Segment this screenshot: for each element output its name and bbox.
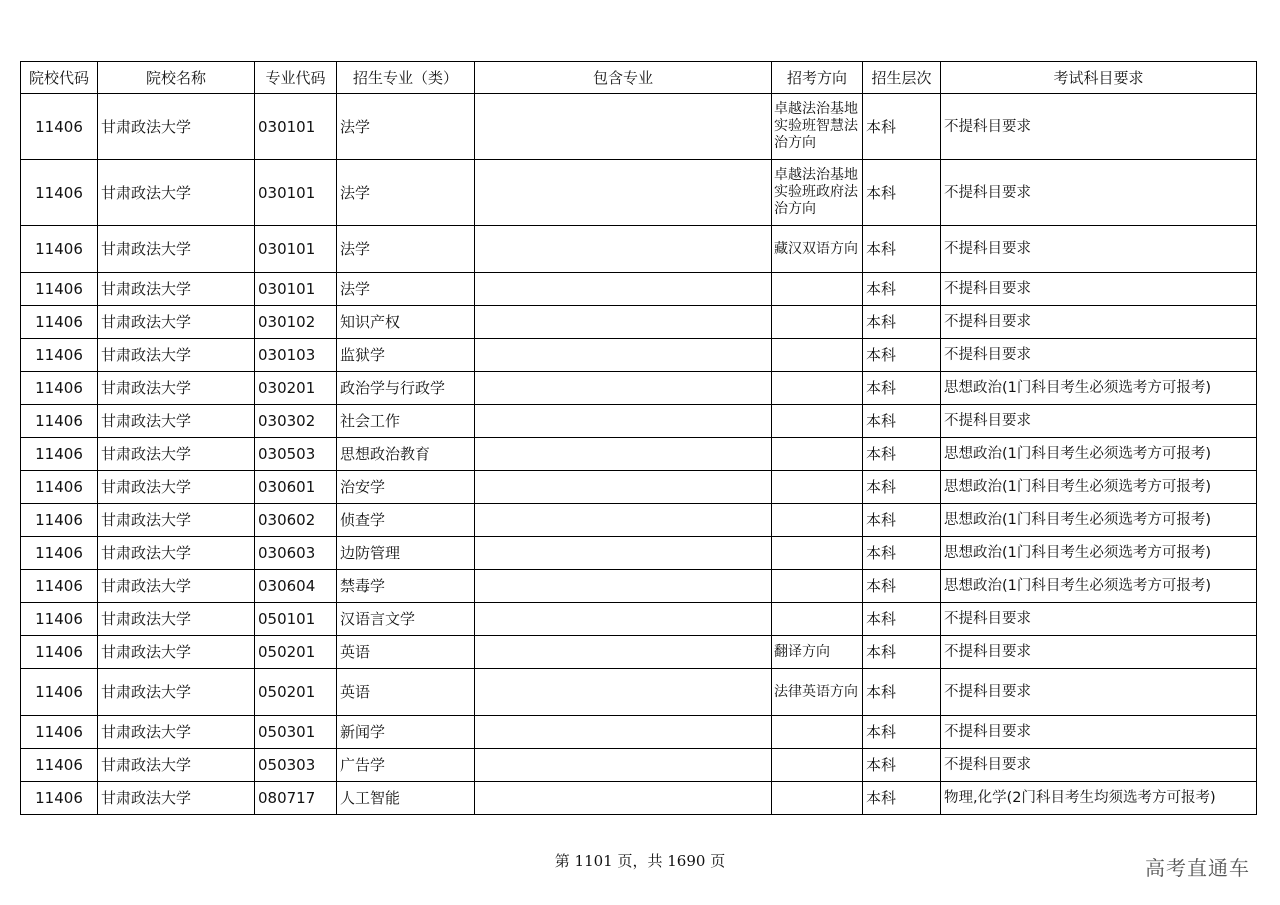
- cell-school-name: 甘肃政法大学: [98, 226, 255, 273]
- table-row: [21, 372, 1257, 405]
- cell-includes: [475, 372, 772, 405]
- table-row: [21, 306, 1257, 339]
- cell-major-code: 030101: [255, 226, 337, 273]
- cell-direction: [772, 306, 863, 339]
- cell-school-code: 11406: [21, 405, 98, 438]
- cell-major: 边防管理: [337, 537, 475, 570]
- cell-includes: [475, 273, 772, 306]
- cell-school-code: 11406: [21, 504, 98, 537]
- cell-major: 法学: [337, 273, 475, 306]
- table-row: [21, 226, 1257, 273]
- cell-includes: [475, 570, 772, 603]
- cell-major: 知识产权: [337, 306, 475, 339]
- table-row: [21, 749, 1257, 782]
- cell-includes: [475, 669, 772, 716]
- cell-school-name: 甘肃政法大学: [98, 669, 255, 716]
- header-major-code: 专业代码: [255, 62, 337, 94]
- cell-major-code: 030103: [255, 339, 337, 372]
- cell-subjects: 不提科目要求: [941, 226, 1257, 273]
- cell-school-name: 甘肃政法大学: [98, 782, 255, 815]
- cell-direction: [772, 537, 863, 570]
- admissions-table: [20, 61, 1257, 815]
- cell-major: 新闻学: [337, 716, 475, 749]
- cell-major-code: 030101: [255, 94, 337, 160]
- cell-school-code: 11406: [21, 273, 98, 306]
- cell-level: 本科: [863, 603, 941, 636]
- cell-major: 人工智能: [337, 782, 475, 815]
- cell-includes: [475, 471, 772, 504]
- cell-level: 本科: [863, 94, 941, 160]
- cell-subjects: 思想政治(1门科目考生必须选考方可报考): [941, 537, 1257, 570]
- cell-level: 本科: [863, 471, 941, 504]
- cell-subjects: 思想政治(1门科目考生必须选考方可报考): [941, 438, 1257, 471]
- cell-major-code: 050301: [255, 716, 337, 749]
- table-row: [21, 636, 1257, 669]
- cell-subjects: 不提科目要求: [941, 306, 1257, 339]
- cell-direction: [772, 405, 863, 438]
- header-subjects: 考试科目要求: [941, 62, 1257, 94]
- cell-major-code: 080717: [255, 782, 337, 815]
- cell-subjects: 思想政治(1门科目考生必须选考方可报考): [941, 372, 1257, 405]
- cell-subjects: 不提科目要求: [941, 603, 1257, 636]
- cell-includes: [475, 749, 772, 782]
- cell-level: 本科: [863, 749, 941, 782]
- cell-includes: [475, 603, 772, 636]
- cell-major: 思想政治教育: [337, 438, 475, 471]
- header-level: 招生层次: [863, 62, 941, 94]
- cell-major-code: 050101: [255, 603, 337, 636]
- cell-direction: [772, 438, 863, 471]
- cell-school-code: 11406: [21, 438, 98, 471]
- cell-level: 本科: [863, 405, 941, 438]
- cell-school-name: 甘肃政法大学: [98, 405, 255, 438]
- cell-school-code: 11406: [21, 471, 98, 504]
- cell-major-code: 030201: [255, 372, 337, 405]
- cell-major: 法学: [337, 226, 475, 273]
- cell-subjects: 不提科目要求: [941, 94, 1257, 160]
- cell-school-name: 甘肃政法大学: [98, 471, 255, 504]
- cell-subjects: 不提科目要求: [941, 405, 1257, 438]
- cell-major-code: 030101: [255, 273, 337, 306]
- table-row: [21, 716, 1257, 749]
- cell-direction: 藏汉双语方向: [772, 226, 863, 273]
- header-includes: 包含专业: [475, 62, 772, 94]
- header-major: 招生专业（类）: [337, 62, 475, 94]
- cell-major: 监狱学: [337, 339, 475, 372]
- cell-major-code: 030503: [255, 438, 337, 471]
- cell-direction: [772, 273, 863, 306]
- cell-school-code: 11406: [21, 306, 98, 339]
- cell-school-code: 11406: [21, 160, 98, 226]
- table-row: [21, 273, 1257, 306]
- cell-school-name: 甘肃政法大学: [98, 716, 255, 749]
- table-row: [21, 504, 1257, 537]
- cell-major: 治安学: [337, 471, 475, 504]
- cell-level: 本科: [863, 273, 941, 306]
- cell-level: 本科: [863, 537, 941, 570]
- cell-includes: [475, 339, 772, 372]
- cell-direction: [772, 603, 863, 636]
- cell-major: 政治学与行政学: [337, 372, 475, 405]
- table-row: [21, 339, 1257, 372]
- cell-includes: [475, 94, 772, 160]
- cell-school-name: 甘肃政法大学: [98, 636, 255, 669]
- cell-subjects: 不提科目要求: [941, 273, 1257, 306]
- cell-school-code: 11406: [21, 716, 98, 749]
- table-header-row: [21, 62, 1257, 94]
- cell-level: 本科: [863, 782, 941, 815]
- cell-direction: [772, 471, 863, 504]
- cell-school-code: 11406: [21, 226, 98, 273]
- cell-major-code: 030602: [255, 504, 337, 537]
- cell-major: 禁毒学: [337, 570, 475, 603]
- cell-major-code: 050201: [255, 669, 337, 716]
- cell-subjects: 不提科目要求: [941, 716, 1257, 749]
- cell-major: 广告学: [337, 749, 475, 782]
- cell-includes: [475, 306, 772, 339]
- cell-school-code: 11406: [21, 372, 98, 405]
- table-row: [21, 471, 1257, 504]
- cell-level: 本科: [863, 716, 941, 749]
- cell-level: 本科: [863, 339, 941, 372]
- cell-subjects: 不提科目要求: [941, 160, 1257, 226]
- cell-subjects: 不提科目要求: [941, 339, 1257, 372]
- cell-school-name: 甘肃政法大学: [98, 372, 255, 405]
- cell-school-name: 甘肃政法大学: [98, 273, 255, 306]
- cell-school-name: 甘肃政法大学: [98, 570, 255, 603]
- cell-direction: [772, 570, 863, 603]
- cell-level: 本科: [863, 669, 941, 716]
- cell-school-name: 甘肃政法大学: [98, 504, 255, 537]
- cell-direction: [772, 372, 863, 405]
- page-number: 第 1101 页，共 1690 页: [554, 852, 726, 870]
- cell-major: 英语: [337, 636, 475, 669]
- cell-includes: [475, 504, 772, 537]
- cell-level: 本科: [863, 636, 941, 669]
- cell-major: 社会工作: [337, 405, 475, 438]
- cell-major: 汉语言文学: [337, 603, 475, 636]
- cell-school-code: 11406: [21, 537, 98, 570]
- cell-school-name: 甘肃政法大学: [98, 339, 255, 372]
- cell-includes: [475, 537, 772, 570]
- cell-school-name: 甘肃政法大学: [98, 438, 255, 471]
- cell-direction: [772, 339, 863, 372]
- cell-direction: [772, 749, 863, 782]
- cell-school-name: 甘肃政法大学: [98, 160, 255, 226]
- table-body: [21, 94, 1257, 815]
- cell-level: 本科: [863, 226, 941, 273]
- table-row: [21, 405, 1257, 438]
- table-row: [21, 669, 1257, 716]
- cell-subjects: 思想政治(1门科目考生必须选考方可报考): [941, 471, 1257, 504]
- header-school-name: 院校名称: [98, 62, 255, 94]
- header-school-code: 院校代码: [21, 62, 98, 94]
- cell-major-code: 050201: [255, 636, 337, 669]
- cell-major-code: 050303: [255, 749, 337, 782]
- cell-major: 英语: [337, 669, 475, 716]
- table-row: [21, 160, 1257, 226]
- header-direction: 招考方向: [772, 62, 863, 94]
- cell-major-code: 030302: [255, 405, 337, 438]
- table-row: [21, 782, 1257, 815]
- cell-subjects: 思想政治(1门科目考生必须选考方可报考): [941, 504, 1257, 537]
- cell-level: 本科: [863, 160, 941, 226]
- cell-major: 法学: [337, 160, 475, 226]
- cell-includes: [475, 405, 772, 438]
- cell-major-code: 030601: [255, 471, 337, 504]
- cell-subjects: 物理,化学(2门科目考生均须选考方可报考): [941, 782, 1257, 815]
- cell-subjects: 思想政治(1门科目考生必须选考方可报考): [941, 570, 1257, 603]
- watermark: 高考直通车: [1145, 856, 1250, 880]
- cell-school-code: 11406: [21, 339, 98, 372]
- cell-school-code: 11406: [21, 749, 98, 782]
- cell-includes: [475, 160, 772, 226]
- cell-major-code: 030603: [255, 537, 337, 570]
- cell-includes: [475, 438, 772, 471]
- cell-level: 本科: [863, 372, 941, 405]
- cell-includes: [475, 226, 772, 273]
- cell-direction: 翻译方向: [772, 636, 863, 669]
- cell-direction: [772, 504, 863, 537]
- table-row: [21, 603, 1257, 636]
- cell-school-name: 甘肃政法大学: [98, 537, 255, 570]
- cell-school-name: 甘肃政法大学: [98, 306, 255, 339]
- cell-school-code: 11406: [21, 636, 98, 669]
- cell-direction: 法律英语方向: [772, 669, 863, 716]
- cell-direction: 卓越法治基地实验班智慧法治方向: [772, 94, 863, 160]
- cell-subjects: 不提科目要求: [941, 636, 1257, 669]
- cell-level: 本科: [863, 438, 941, 471]
- cell-major-code: 030102: [255, 306, 337, 339]
- cell-school-name: 甘肃政法大学: [98, 749, 255, 782]
- cell-includes: [475, 782, 772, 815]
- cell-includes: [475, 716, 772, 749]
- cell-major-code: 030604: [255, 570, 337, 603]
- cell-subjects: 不提科目要求: [941, 749, 1257, 782]
- table-row: [21, 438, 1257, 471]
- cell-subjects: 不提科目要求: [941, 669, 1257, 716]
- cell-school-code: 11406: [21, 669, 98, 716]
- cell-major: 侦查学: [337, 504, 475, 537]
- cell-direction: [772, 782, 863, 815]
- cell-school-name: 甘肃政法大学: [98, 94, 255, 160]
- table-row: [21, 570, 1257, 603]
- table-row: [21, 537, 1257, 570]
- cell-direction: 卓越法治基地实验班政府法治方向: [772, 160, 863, 226]
- cell-major: 法学: [337, 94, 475, 160]
- cell-includes: [475, 636, 772, 669]
- cell-school-name: 甘肃政法大学: [98, 603, 255, 636]
- cell-level: 本科: [863, 306, 941, 339]
- cell-school-code: 11406: [21, 603, 98, 636]
- cell-level: 本科: [863, 570, 941, 603]
- cell-major-code: 030101: [255, 160, 337, 226]
- cell-school-code: 11406: [21, 570, 98, 603]
- cell-school-code: 11406: [21, 94, 98, 160]
- cell-level: 本科: [863, 504, 941, 537]
- table-row: [21, 94, 1257, 160]
- cell-direction: [772, 716, 863, 749]
- cell-school-code: 11406: [21, 782, 98, 815]
